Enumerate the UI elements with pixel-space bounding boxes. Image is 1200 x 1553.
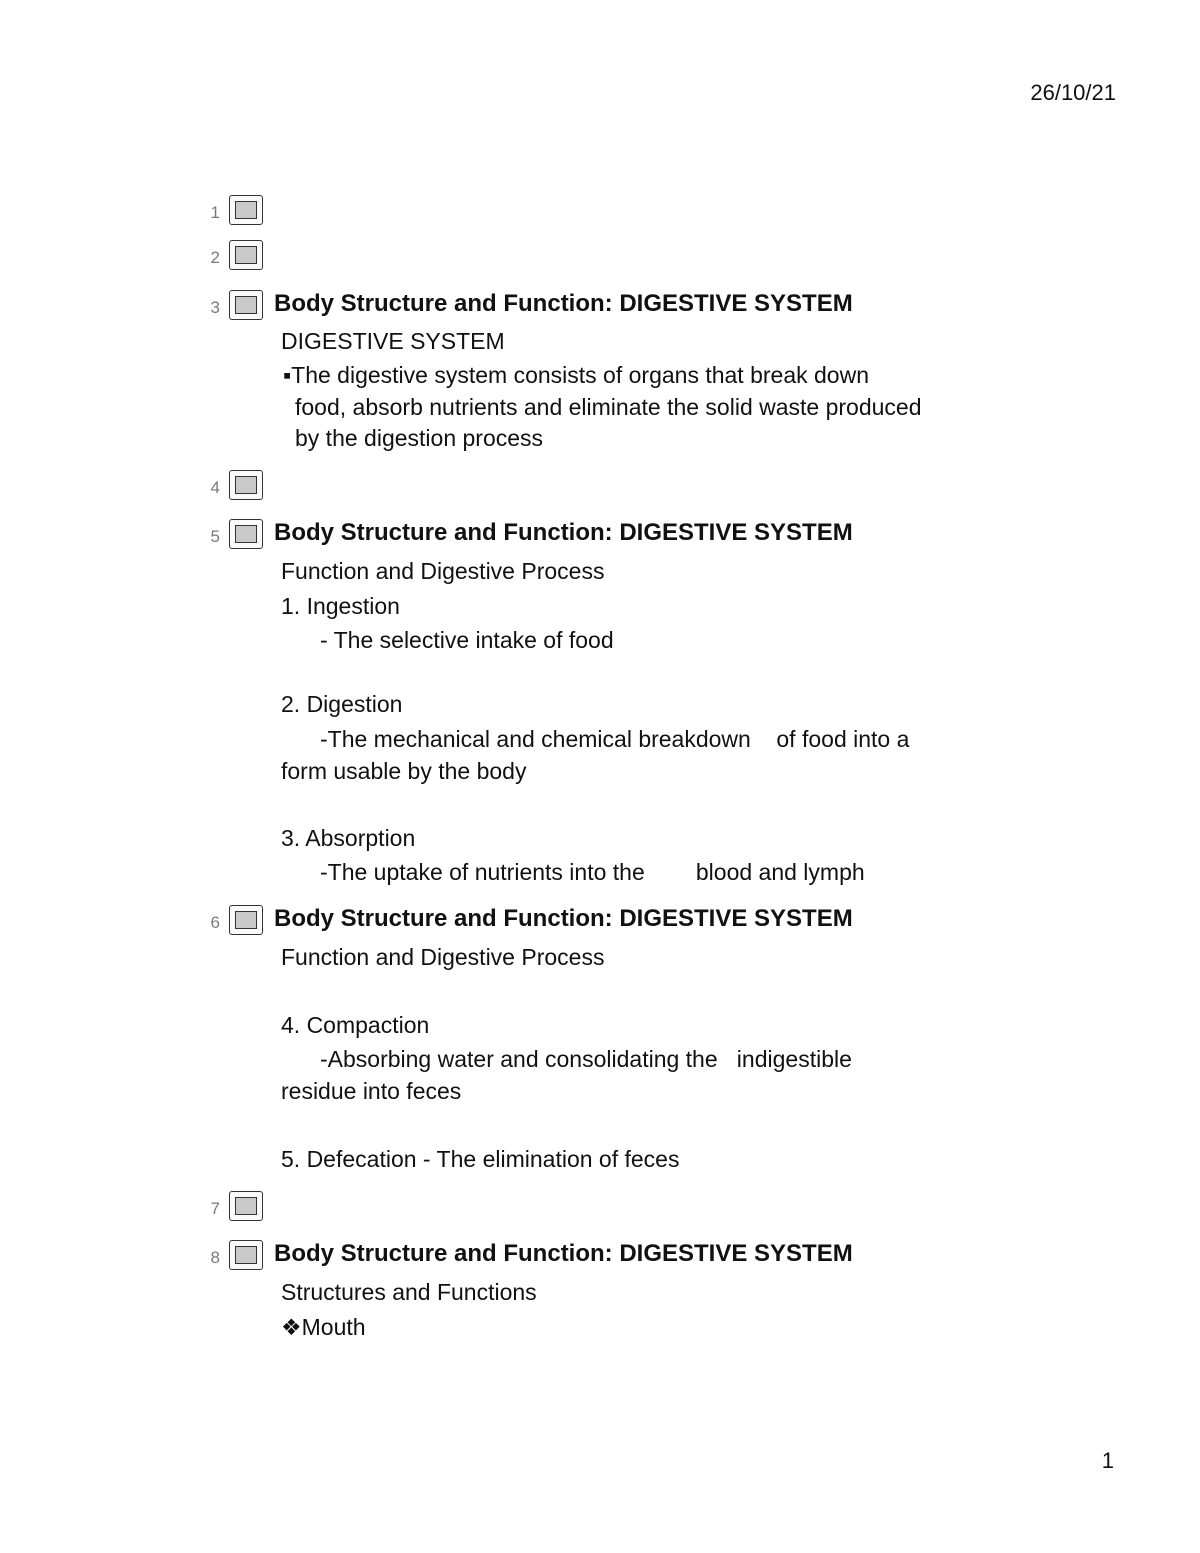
list-item-detail: -The mechanical and chemical breakdown of food into a [320, 726, 910, 752]
bullet-text: by the digestion process [295, 425, 544, 451]
slide-number: 2 [210, 248, 220, 267]
slide-number: 5 [210, 527, 220, 546]
slide-title: Body Structure and Function: DIGESTIVE SYSTEM [274, 1240, 853, 1267]
slide-thumbnail-icon [229, 195, 263, 225]
list-item: 1. Ingestion [281, 593, 400, 619]
list-item-detail: -Absorbing water and consolidating the indigestible [320, 1046, 852, 1072]
slide-thumbnail-icon [229, 905, 263, 935]
slide-7 [200, 1191, 1040, 1225]
slide-title: Body Structure and Function: DIGESTIVE SYSTEM [274, 519, 853, 546]
slide-1 [200, 195, 1040, 229]
slide-subtitle: Structures and Functions [281, 1279, 537, 1305]
slide-number: 8 [210, 1248, 220, 1267]
list-item: 3. Absorption [281, 825, 416, 851]
slide-number: 4 [210, 478, 220, 497]
slide-number: 6 [210, 913, 220, 932]
slide-number: 3 [210, 298, 220, 317]
list-item: 2. Digestion [281, 691, 403, 717]
slide-thumbnail-icon [229, 1240, 263, 1270]
slide-title: Body Structure and Function: DIGESTIVE SYSTEM [274, 290, 853, 317]
slide-thumbnail-icon [229, 1191, 263, 1221]
list-item-detail: -The uptake of nutrients into the blood and lymph [320, 859, 865, 885]
list-item-detail: form usable by the body [281, 758, 527, 784]
slide-2 [200, 240, 1040, 274]
slide-6 [200, 905, 1040, 1175]
bullet-text: food, absorb nutrients and eliminate the solid waste produced [295, 394, 922, 420]
page-number: 1 [1101, 1448, 1114, 1473]
slide-8 [200, 1240, 1040, 1350]
slide-number: 7 [210, 1199, 220, 1218]
list-item: 4. Compaction [281, 1012, 430, 1038]
slide-subtitle: Function and Digestive Process [281, 944, 605, 970]
slide-subtitle: DIGESTIVE SYSTEM [281, 328, 505, 354]
slide-title: Body Structure and Function: DIGESTIVE SYSTEM [274, 905, 853, 932]
bullet-text: ❖Mouth [281, 1314, 366, 1340]
slide-thumbnail-icon [229, 470, 263, 500]
slide-3 [200, 290, 1040, 460]
list-item: 5. Defecation - The elimination of feces [281, 1146, 680, 1172]
slide-thumbnail-icon [229, 290, 263, 320]
list-item-detail: - The selective intake of food [320, 627, 614, 653]
document-date: 26/10/21 [1030, 80, 1116, 105]
slide-thumbnail-icon [229, 240, 263, 270]
bullet-text: ▪The digestive system consists of organs that break down [283, 362, 869, 388]
slide-5 [200, 519, 1040, 889]
slide-thumbnail-icon [229, 519, 263, 549]
slide-4 [200, 470, 1040, 504]
slide-subtitle: Function and Digestive Process [281, 558, 605, 584]
list-item-detail: residue into feces [281, 1078, 462, 1104]
slide-number: 1 [210, 203, 220, 222]
